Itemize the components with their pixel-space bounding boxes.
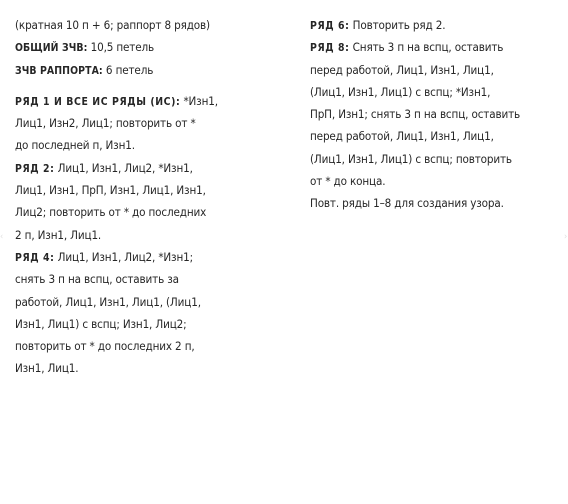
right-edge-arrow-icon: ›: [564, 232, 568, 242]
row-1-instructions: [15, 90, 295, 157]
repeat-note: Повт. ряды 1–8 для создания узора.: [310, 196, 504, 211]
row-4-first-line: [15, 246, 295, 268]
rapport-zchv-value: 6 петель: [105, 62, 154, 77]
total-zchv-value: 10,5 петель: [90, 40, 155, 55]
row-2-label: РЯД 2:: [15, 162, 55, 175]
total-zchv-label: ОБЩИЙ ЗЧВ:: [15, 42, 88, 55]
row-2-text: Лиц1, Изн1, ПрП, Изн1, Лиц1, Изн1,: [15, 183, 206, 198]
row-2-first-line: [15, 157, 295, 179]
multiple-note: (кратная 10 п + 6; раппорт 8 рядов): [15, 18, 210, 32]
row-8-text: (Лиц1, Изн1, Лиц1) с вспц; *Изн1,: [310, 84, 491, 99]
row-4-instructions: [15, 246, 295, 380]
row-4-text: Изн1, Лиц1.: [15, 361, 79, 376]
row-6-instructions: [310, 14, 568, 36]
left-column: [15, 14, 295, 380]
row-6-line: [310, 14, 568, 36]
right-column: [310, 14, 568, 215]
row-8-instructions: [310, 36, 568, 192]
row-2-text: Лиц2; повторить от * до последних: [15, 205, 207, 220]
row-4-text: работой, Лиц1, Изн1, Лиц1, (Лиц1,: [15, 294, 201, 309]
row-2-text: Лиц1, Изн1, Лиц2, *Изн1,: [57, 160, 193, 175]
row-4-label: РЯД 4:: [15, 251, 55, 264]
row-1-text: Лиц1, Изн2, Лиц1; повторить от *: [15, 116, 196, 131]
row-8-label: РЯД 8:: [310, 42, 350, 55]
row-8-text: перед работой, Лиц1, Изн1, Лиц1,: [310, 129, 494, 144]
row-4-text: снять 3 п на вспц, оставить за: [15, 272, 179, 287]
rapport-zchv-line: [15, 59, 295, 81]
row-6-text: Повторить ряд 2.: [352, 18, 446, 32]
row-1-text: до последней п, Изн1.: [15, 138, 135, 153]
row-4-text: Изн1, Лиц1) с вспц; Изн1, Лиц2;: [15, 316, 187, 331]
row-8-text: перед работой, Лиц1, Изн1, Лиц1,: [310, 62, 494, 77]
row-8-first-line: [310, 36, 568, 58]
total-zchv-line: [15, 36, 295, 58]
row-4-text: повторить от * до последних 2 п,: [15, 339, 195, 354]
row-1-text: *Изн1,: [183, 93, 218, 108]
row-8-text: от * до конца.: [310, 174, 386, 189]
row-6-label: РЯД 6:: [310, 20, 350, 32]
rapport-zchv-label: ЗЧВ РАППОРТА:: [15, 64, 103, 77]
row-8-text: (Лиц1, Изн1, Лиц1) с вспц; повторить: [310, 151, 512, 166]
row-1-label: РЯД 1 И ВСЕ ИС РЯДЫ (ИС):: [15, 95, 181, 108]
row-4-text: Лиц1, Изн1, Лиц2, *Изн1;: [57, 249, 193, 264]
row-8-text: ПрП, Изн1; снять 3 п на вспц, оставить: [310, 107, 520, 122]
pattern-header: [15, 14, 295, 81]
left-edge-arrow-icon: ‹: [0, 232, 4, 242]
row-2-text: 2 п, Изн1, Лиц1.: [15, 227, 102, 242]
row-1-first-line: [15, 90, 295, 112]
row-8-text: Снять 3 п на вспц, оставить: [352, 40, 504, 55]
row-2-instructions: [15, 157, 295, 246]
